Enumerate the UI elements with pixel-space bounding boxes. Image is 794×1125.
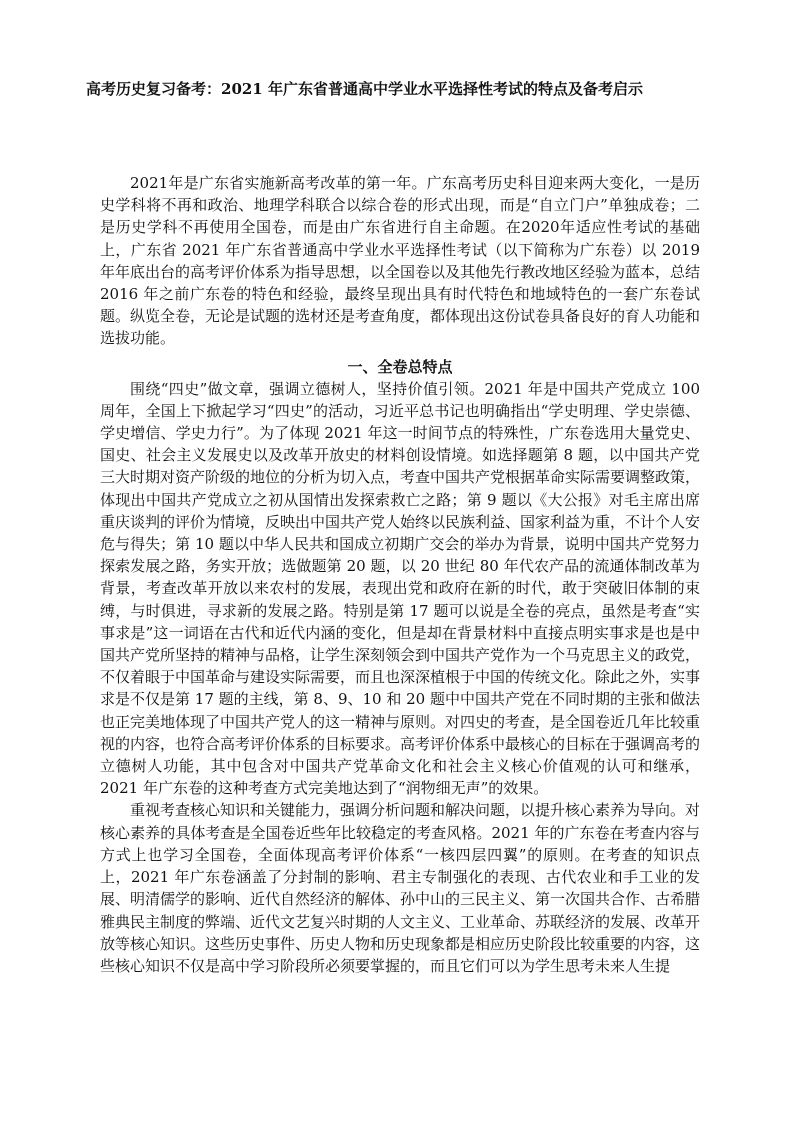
document-title: 高考历史复习备考：2021 年广东省普通高中学业水平选择性考试的特点及备考启示 — [86, 80, 643, 98]
section-paragraph-four-histories: 围绕“四史”做文章，强调立德树人，坚持价值引领。2021 年是中国共产党成立 100 周年，全国上下掀起学习“四史”的活动，习近平总书记也明确指出“学史明理、学史崇德、学史增信、学史力行”。为了体现 2021 年这一时间节点的特殊性，广东卷选用大量党史、国史、社会主义发展史以及改革开放史的材料创设情境。如选择题第 8 题，以中国共产党三大时期对资产阶级的地位的分析为切入点，考查中国共产党根据革命实际需要调整政策，体现出中国共产党成立之初从国情出发探索救亡之路；第 9 题以《大公报》对毛主席出席重庆谈判的评价为情境，反映出中国共产党人始终以民族利益、国家利益为重，不计个人安危与得失；第 10 题以中华人民共和国成立初期广交会的举办为背景，说明中国共产党努力探索发展之路，务实开放；选做题第 20 题，以 20 世纪 80 年代农产品的流通体制改革为背景，考查改革开放以来农村的发展，表现出党和政府在新的时代，敢于突破旧体制的束缚，与时俱进，寻求新的发展之路。特别是第 17 题可以说是全卷的亮点，虽然是考查“实事求是”这一词语在古代和近代内涵的变化，但是却在背景材料中直接点明实事求是也是中国共产党所坚持的精神与品格，让学生深刻领会到中国共产党作为一个马克思主义的政党，不仅着眼于中国革命与建设实际需要，而且也深深植根于中国的传统文化。除此之外，实事求是不仅是第 17 题的主线，第 8、9、10 和 20 题中中国共产党在不同时期的主张和做法也正完美地体现了中国共产党人的这一精神与原则。对四史的考查，是全国卷近几年比较重视的内容，也符合高考评价体系的目标要求。高考评价体系中最核心的目标在于强调高考的立德树人功能，其中包含对中国共产党革命文化和社会主义核心价值观的认可和继承，2021 年广东卷的这种考查方式完美地达到了“润物细无声”的效果。 — [100, 379, 701, 798]
section-heading-overall-features: 一、全卷总特点 — [347, 357, 453, 376]
intro-paragraph: 2021年是广东省实施新高考改革的第一年。广东高考历史科目迎来两大变化，一是历史学科将不再和政治、地理学科联合以综合卷的形式出现，而是“自立门户”单独成卷；二是历史学科不再使用全国卷，而是由广东省进行自主命题。在2020年适应性考试的基础上，广东省 2021 年广东省普通高中学业水平选择性考试（以下简称为广东卷）以 2019 年年底出台的高考评价体系为指导思想，以全国卷以及其他先行教改地区经验为蓝本，总结 2016 年之前广东卷的特色和经验，最终呈现出具有时代特色和地域特色的一套广东卷试题。纵览全卷，无论是试题的选材还是考查角度，都体现出这份试卷具备良好的育人功能和选拔功能。 — [100, 174, 701, 348]
document-body — [100, 172, 700, 977]
section-paragraph-core-literacy: 重视考查核心知识和关键能力，强调分析问题和解决问题，以提升核心素养为导向。对核心素养的具体考查是全国卷近些年比较稳定的考查风格。2021 年的广东卷在考查内容与方式上也学习全国卷，全面体现高考评价体系“一核四层四翼”的原则。在考查的知识点上，2021 年广东卷涵盖了分封制的影响、君主专制强化的表现、古代农业和手工业的发展、明清儒学的影响、近代自然经济的解体、孙中山的三民主义、第一次国共合作、古希腊雅典民主制度的弊端、近代文艺复兴时期的人文主义、工业革命、苏联经济的发展、改革开放等核心知识。这些历史事件、历史人物和历史现象都是相应历史阶段比较重要的内容，这些核心知识不仅是高中学习阶段所必须要掌握的，而且它们可以为学生思考未来人生提 — [100, 801, 701, 975]
